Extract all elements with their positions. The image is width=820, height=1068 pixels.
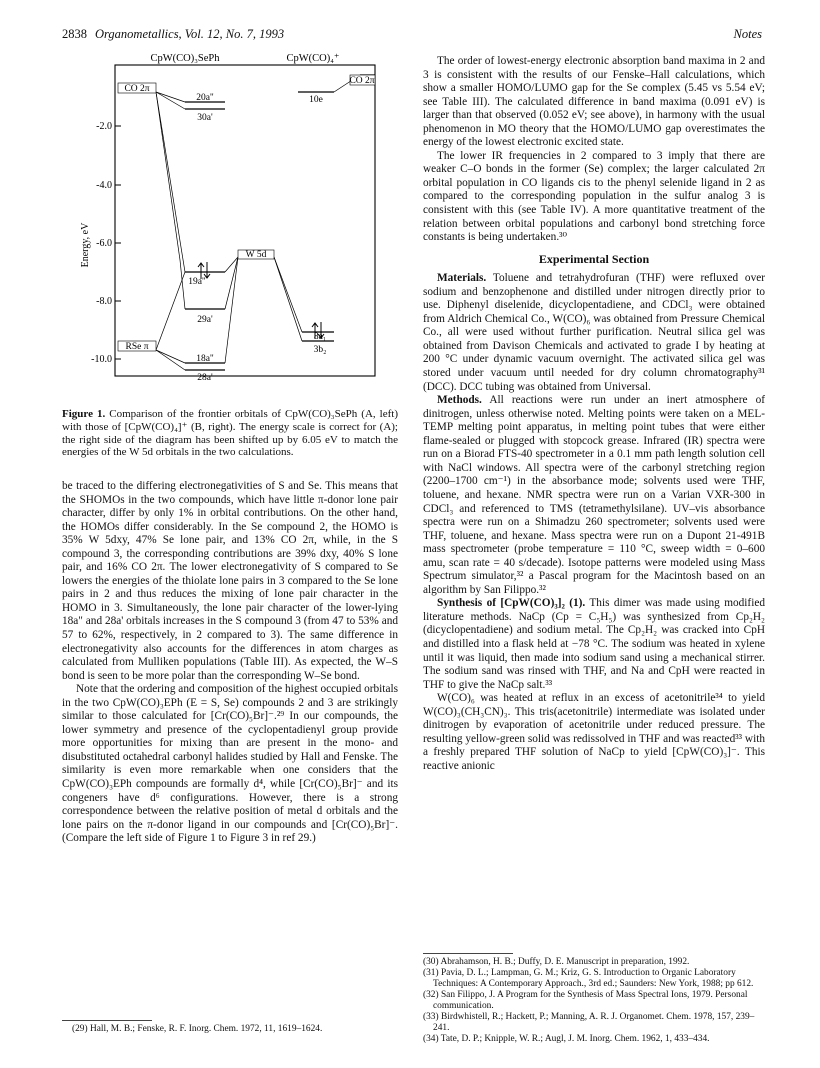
paragraph-methods: Methods. All reactions were run under an inert atmosphere of dinitrogen, unless otherwise noted. Melting points were taken on a MEL-TEMP melting point apparatus, in melting point tubes that were either flame-sealed or plugged with stopcock grease. Infrared (IR) spectra were run on a Biorad FTS-40 spectrometer in a 0.1 mm path length solution cell with NaCl windows. All spectra were of the carbonyl stretching region (2200–1700 cm⁻¹) in the absorbance mode; solvents used were THF, toluene, and hexane. NMR spectra were run on a Varian VXR-300 in CDCl₃ and referenced to TMS (tetramethylsilane). UV–vis absorbance spectra were run on a Shimadzu 260 spectrometer; solvents used were THF, toluene, and hexane. Mass spectra were run on a Dupont 21-491B mass spectrometer (probe temperature = 110 °C, sweep width = 0–600 amu, scan rate = 40 s/decade). Isotope patterns were modeled using Mass Spectrum simulator,³² a Pascal program for the Macintosh based on an algorithm by San Filippo.³²: [423, 394, 765, 596]
figure-caption-label: Figure 1.: [62, 408, 106, 420]
electron-arrows: [198, 262, 324, 339]
label-29a1: 29a': [197, 315, 213, 325]
footnotes-right: [423, 957, 765, 1045]
page-number: 2838: [62, 27, 87, 41]
figure-caption: [62, 408, 398, 459]
footnote: (33) Birdwhistell, R.; Hackett, P.; Manning, A. R. J. Organomet. Chem. 1978, 157, 239–241.: [423, 1012, 755, 1033]
label-28a1: 28a': [197, 373, 213, 380]
footnote: (30) Abrahamson, H. B.; Duffy, D. E. Manuscript in preparation, 1992.: [423, 957, 690, 967]
paragraph: Note that the ordering and composition of the highest occupied orbitals in the two CpW(CO)₃EPh (E = S, Se) compounds 2 and 3 are strikingly similar to those calculated for [Cr(CO)₅Br]⁻.²⁹ In our compounds, the lower symmetry and presence of the cyclopentadienyl group provide more opportunities for mixing than are present in the mono- and disubstituted octahedral carbonyl halides studied by Hall and Fenske. The similarity is even more remarkable when one considers that the CpW(CO)₃EPh compounds are formally d⁴, while [Cr(CO)₅Br]⁻ and its congeners have d⁶ configurations. However, there is a strong correspondence between the relative position of metal d orbitals and the lone pairs on the π-donor ligand in our compounds and [Cr(CO)₅Br]⁻. (Compare the left side of Figure 1 to Figure 3 in ref 29.): [62, 683, 398, 845]
figure-col-label-left: CpW(CO)₃SePh: [150, 53, 220, 64]
figure-caption-text: Comparison of the frontier orbitals of CpW(CO)₃SePh (A, left) with those of [CpW(CO)₄]⁺ (B, right). The energy scale is correct for (A); the right side of the diagram has been shifted up by 6.05 eV to match the energies of the W 5d orbitals in the two calculations.: [62, 408, 398, 459]
paragraph: The lower IR frequencies in 2 compared to 3 imply that there are weaker C–O bonds in the former (Se) complex; the larger calculated 2π orbital population in CO ligands cis to the phenyl selenide ligand in 2 as compared to the corresponding population in the sulfur analog 3 is consistent with this (see Table IV). A more quantitative treatment of the relation between orbital populations and carbonyl bond stretching force constants is being undertaken.³⁰: [423, 149, 765, 244]
label-20a2: 20a": [196, 93, 214, 103]
figure-col-label-right: CpW(CO)₄⁺: [286, 53, 340, 64]
paragraph-materials: Materials. Toluene and tetrahydrofuran (THF) were refluxed over sodium and benzophenone and distilled under nitrogen directly prior to use. Diphenyl diselenide, dicyclopentadiene, and CDCl₃ were obtained from Aldrich Chemical Co., W(CO)₆ was obtained from Pressure Chemical Co., all were used without further purification. Neutral silica gel was obtained from Davison Chemicals and activated to grade I by heating at 200 °C under dynamic vacuum overnight. The activated silica gel was stored under vacuum until needed for dry column chromatography³¹ (DCC). DCC tubing was obtained from Universal.: [423, 272, 765, 393]
section-heading: Experimental Section: [538, 251, 650, 266]
tick-label: -6.0: [96, 238, 112, 249]
y-axis-ticks: [91, 121, 121, 365]
runin-heading: Synthesis of [CpW(CO)₃]₂ (1).: [437, 597, 586, 610]
label-rse: RSe π: [125, 342, 149, 352]
footnotes-left: [72, 1024, 398, 1035]
footnote: (31) Pavia, D. L.; Lampman, G. M.; Kriz, G. S. Introduction to Organic Laboratory Techniques: A Contemporary Approach., 3rd ed.; Saunders: New York, 1988; pp 612.: [423, 968, 754, 989]
footnote: (29) Hall, M. B.; Fenske, R. F. Inorg. Chem. 1972, 11, 1619–1624.: [72, 1024, 323, 1034]
paragraph-synthesis: Synthesis of [CpW(CO)₃]₂ (1). This dimer was made using modified literature methods. NaCp (Cp = C₅H₅) was synthesized from Cp₂H₂ (dicyclopentadiene) and sodium metal. The Cp₂H₂ was cracked into CpH and distilled into a flask held at −78 °C. The sodium was heated in xylene until it was liquid, then made into sodium sand using a mechanical stirrer. The sodium sand was rinsed with THF, and Na and CpH were reacted in THF to give the NaCp salt.³³: [423, 597, 765, 691]
label-8a1: 8a₁: [313, 332, 327, 342]
figure-1-mo-diagram: [62, 50, 398, 380]
paragraph: The order of lowest-energy electronic absorption band maxima in 2 and 3 is consistent with the results of our Fenske–Hall calculations, which show a smaller HOMO/LUMO gap for the Se complex (5.45 vs 5.54 eV; see Table III). The calculated difference in band maxima (0.091 eV) is larger than that observed (0.052 eV; see above), in harmony with the usual phenomenon in MO theory that the HOMO/LUMO gap overestimates the energy of the lowest electronic excited state.: [423, 55, 765, 149]
figure-frame: [115, 65, 375, 376]
label-w5d: W 5d: [245, 250, 267, 260]
tick-label: -8.0: [96, 296, 112, 307]
footnote: (34) Tate, D. P.; Knipple, W. R.; Augl, J. M. Inorg. Chem. 1962, 1, 433–434.: [423, 1034, 710, 1044]
runin-heading: Materials.: [437, 272, 487, 285]
label-3b2: 3b₂: [313, 345, 327, 355]
label-30a1: 30a': [197, 113, 213, 123]
y-axis-label: Energy, eV: [80, 222, 91, 268]
right-column: [423, 55, 765, 773]
journal-citation: Organometallics, Vol. 12, No. 7, 1993: [95, 27, 285, 41]
left-column: [62, 480, 398, 846]
label-19a2: 19a": [188, 277, 206, 287]
runin-heading: Methods.: [437, 394, 482, 407]
label-18a2: 18a": [196, 354, 214, 364]
tick-label: -10.0: [91, 354, 112, 365]
tick-label: -4.0: [96, 180, 112, 191]
footnote-rule-left: [62, 1020, 152, 1021]
running-header: [62, 27, 762, 45]
label-co2pi-right: CO 2π: [349, 76, 375, 86]
footnote-rule-right: [423, 953, 513, 954]
footnote: (32) San Filippo, J. A Program for the Synthesis of Mass Spectral Ions, 1979. Personal communication.: [423, 990, 748, 1011]
paragraph: be traced to the differing electronegativities of S and Se. This means that the SHOMOs in the two compounds, which have little π-donor lone pair character, differ by only 1% in orbital contributions. On the other hand, the HOMOs differ considerably. In the Se compound 2, the HOMO is 35% W 5dxy, 47% Se lone pair, and 13% CO 2π, while, in the S compound 3, the corresponding contributions are 39% dxy, 40% S lone pair, and 16% CO 2π. The lower electronegativity of S compared to Se lowers the energies of the thiolate lone pairs in 3 compared to the Se lone pairs in 2 and thus reduces the mixing of lone pair character in the HOMO in 3. Simultaneously, the lone pair character of the lower-lying 18a" and 28a' orbitals increases in the S compound 3 (from 47 to 53% and 57 to 62%, respectively, in 2 compared to 3). The same difference in electronegativity also accounts for the differences in atom charges as calculated from Mulliken populations (Table III). As expected, the W–S bond is seen to be more polar than the corresponding W–Se bond.: [62, 480, 398, 682]
label-10e: 10e: [309, 95, 323, 105]
section-name: Notes: [733, 27, 762, 41]
correlation-lines: [156, 75, 360, 370]
paragraph: W(CO)₆ was heated at reflux in an excess of acetonitrile³⁴ to yield W(CO)₃(CH₃CN)₃. This tris(acetonitrile) intermediate was isolated under dinitrogen by evaporation of acetonitrile under reduced pressure. The resulting yellow-green solid was redissolved in THF and was reacted³³ with a freshly prepared THF solution of NaCp to yield [CpW(CO)₃]⁻. This reactive anionic: [423, 692, 765, 772]
label-co2pi-left: CO 2π: [124, 84, 150, 94]
tick-label: -2.0: [96, 121, 112, 132]
